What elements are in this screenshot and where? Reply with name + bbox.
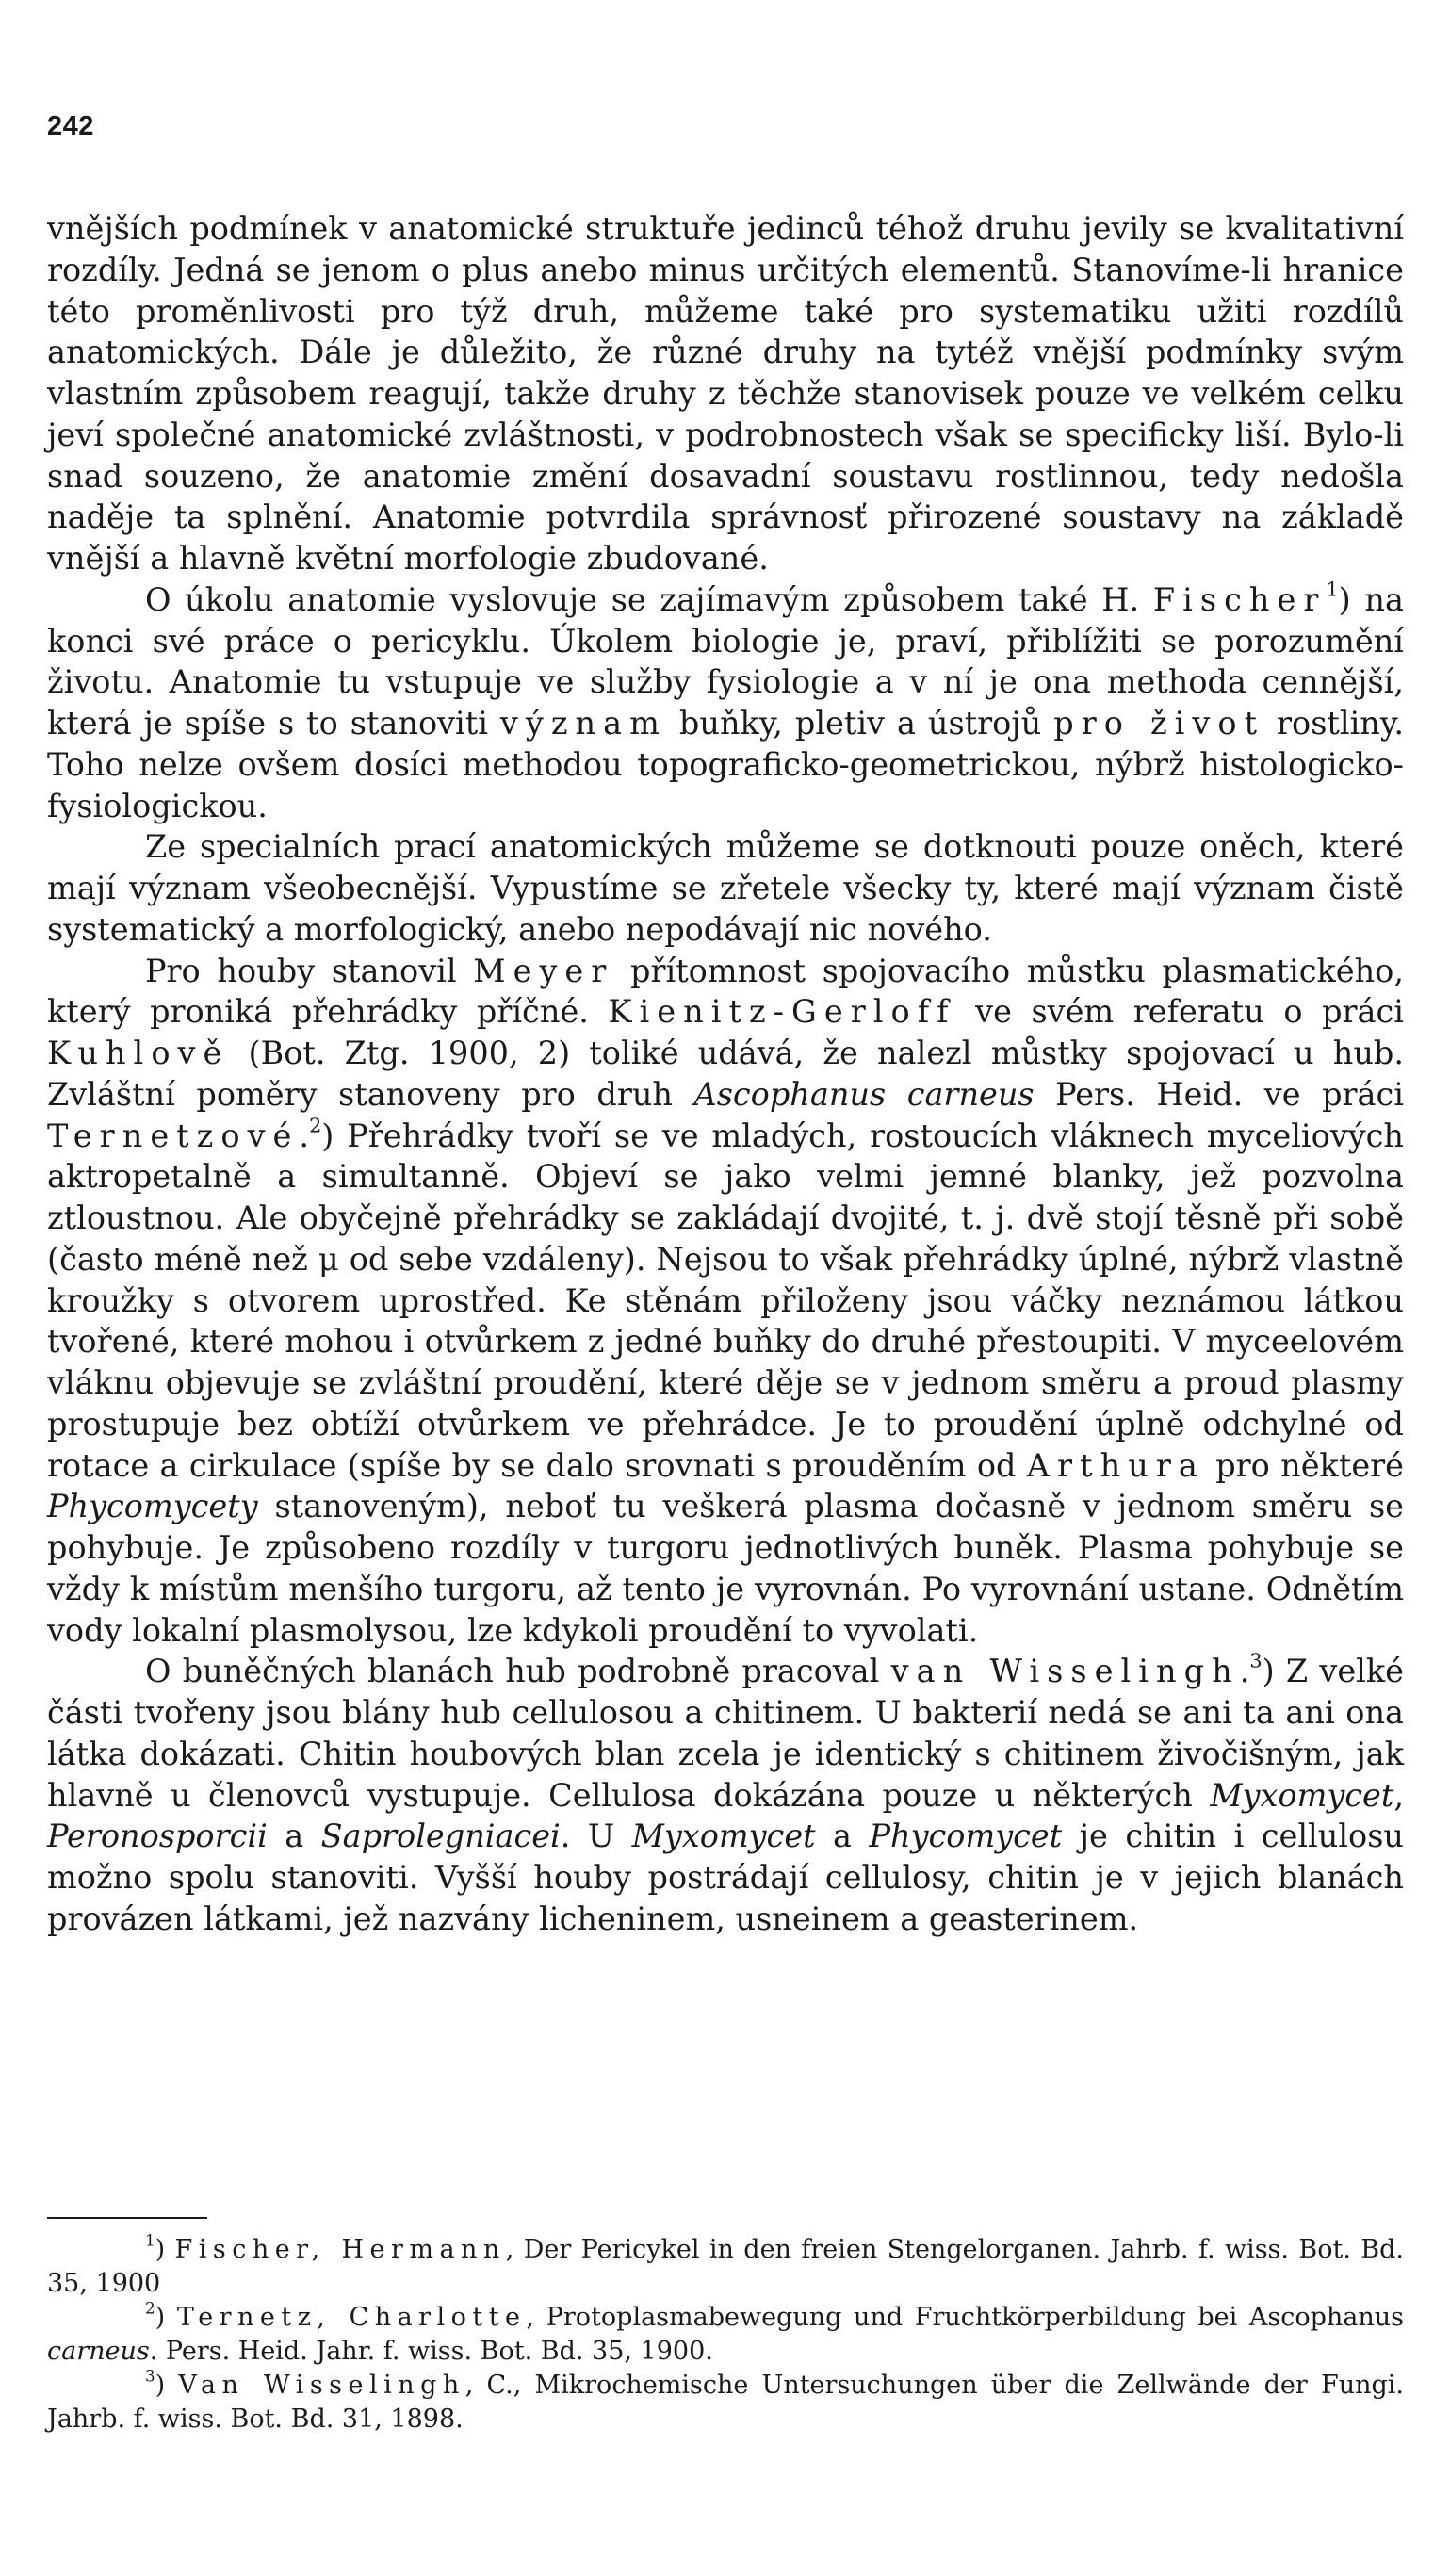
- footnote: [47, 2230, 1404, 2301]
- text-run: Pers. Heid. ve práci: [1034, 1075, 1404, 1113]
- spaced-name: Kienitz-Gerloff: [608, 993, 956, 1031]
- text-run: Ze specialních prací anatomických můžeme se dotknouti pouze oněch, které mají význam všeobecnější. Vypustíme se zřetele všecky ty, které mají význam čistě systematický a morfologický, anebo nepodávají nic nového.: [47, 828, 1404, 948]
- text-run: ): [155, 2303, 177, 2332]
- text-run: .: [299, 1117, 310, 1154]
- text-run: (Bot. Ztg. 1900, 2) toliké udává, že nalezl můstky spojovací u hub. Zvláštní poměry stanoveny pro druh: [47, 1035, 1404, 1113]
- paragraph: [47, 579, 1404, 827]
- spaced-name: pro život: [1053, 705, 1265, 742]
- italic-term: Ascophanus carneus: [693, 1075, 1035, 1113]
- italic-term: Peronosporcii: [47, 1818, 268, 1855]
- spaced-name: Kuhlově: [47, 1035, 230, 1071]
- paragraph: [47, 951, 1404, 1652]
- spaced-name: význam: [499, 705, 667, 742]
- text-run: pro některé: [1204, 1446, 1404, 1484]
- footnotes: [47, 2230, 1404, 2437]
- text-run: , Protoplasmabewegung und Fruchtkörperbildung bei Ascophanus: [526, 2303, 1404, 2332]
- paragraph: [47, 826, 1404, 950]
- text-run: a: [815, 1818, 870, 1855]
- footnote: [47, 2366, 1404, 2437]
- footnote-marker: 2: [309, 1113, 322, 1136]
- footnote-marker: 2: [145, 2298, 155, 2318]
- text-run: a: [267, 1818, 321, 1855]
- paragraph: [47, 1651, 1404, 1939]
- footnote-marker: 1: [145, 2230, 155, 2250]
- page-number: 242: [47, 111, 94, 141]
- text-run: . Pers. Heid. Jahr. f. wiss. Bot. Bd. 35, 1900.: [149, 2337, 713, 2366]
- footnote-rule: [47, 2217, 207, 2219]
- spaced-name: Meyer: [473, 952, 614, 989]
- spaced-name: Fischer, Hermann: [174, 2235, 506, 2264]
- footnote-marker: 3: [145, 2366, 155, 2386]
- spaced-name: Van Wisselingh: [178, 2371, 465, 2400]
- italic-term: Myxomycet: [1210, 1776, 1394, 1814]
- text-run: ): [155, 2371, 179, 2400]
- text-run: je chitin i cellulosu možno spolu stanoviti. Vyšší houby postrádají cellulosy, chitin je v jejich blanách provázen látkami, jež nazvány licheninem, usneinem a geasterinem.: [47, 1818, 1404, 1937]
- text-run: ) na konci své práce o pericyklu. Úkolem biologie je, praví, přiblížiti se porozumění životu. Anatomie tu vstupuje ve služby fysiologie a v ní je ona methoda cennější, která je spíše s to stanoviti: [47, 580, 1404, 742]
- spaced-name: Ternetz, Charlotte: [176, 2303, 527, 2332]
- text-run: stanoveným), neboť tu veškerá plasma dočasně v jednom směru se pohybuje. Je způsobeno rozdíly v turgoru jednotlivých buněk. Plasma pohybuje se vždy k místům menšího turgoru, až tento je vyrovnán. Po vyrovnání ustane. Odnětím vody lokalní plasmolysou, lze kdykoli proudění to vyvolati.: [47, 1488, 1404, 1649]
- text-run: Pro houby stanovil: [145, 952, 474, 989]
- body-text: [47, 208, 1404, 1940]
- text-run: , C., Mikrochemische Untersuchungen über die Zellwände der Fungi. Jahrb. f. wiss. Bot. Bd. 31, 1898.: [47, 2371, 1404, 2434]
- spaced-name: Ternetzové: [47, 1117, 300, 1154]
- text-run: O buněčných blanách hub podrobně pracoval: [145, 1653, 891, 1690]
- text-run: .: [1239, 1653, 1250, 1690]
- spaced-name: Arthura: [1026, 1446, 1205, 1484]
- spaced-name: Fischer: [1152, 580, 1327, 618]
- text-run: buňky, pletiv a ústrojů: [666, 705, 1054, 742]
- text-run: O úkolu anatomie vyslovuje se zajímavým způsobem také H.: [145, 580, 1153, 618]
- footnote: [47, 2298, 1404, 2369]
- text-run: ,: [1393, 1776, 1404, 1814]
- text-run: ) Z velké části tvořeny jsou blány hub cellulosou a chitinem. U bakterií nedá se ani ta ani ona látka dokázati. Chitin houbových blan zcela je identický s chitinem živočišným, jak hlavně u členovců vystupuje. Cellulosa dokázána pouze u některých: [47, 1653, 1404, 1814]
- text-run: rostliny. Toho nelze ovšem dosíci methodou topograficko-geometrickou, nýbrž histologicko-fysiologickou.: [47, 705, 1404, 824]
- italic-term: Myxomycet: [631, 1818, 816, 1855]
- paragraph: [47, 208, 1404, 579]
- footnote-marker: 1: [1326, 578, 1339, 601]
- italic-term: Phycomycety: [47, 1488, 258, 1525]
- italic-term: Saprolegniacei: [320, 1818, 561, 1855]
- text-run: . U: [560, 1818, 632, 1855]
- text-run: přítomnost spojovacího můstku plasmatického, který proniká přehrádky příčné.: [47, 952, 1404, 1031]
- text-run: ): [155, 2235, 175, 2264]
- text-run: vnějších podmínek v anatomické struktuře jedinců téhož druhu jevily se kvalitativní rozdíly. Jedná se jenom o plus anebo minus určitých elementů. Stanovíme-li hranice této proměnlivosti pro týž druh, můžeme také pro systematiku užiti rozdílů anatomických. Dále je důležito, že různé druhy na tytéž vnější podmínky svým vlastním způsobem reagují, takže druhy z těchže stanovisek pouze ve velkém celku jeví společné anatomické zvláštnosti, v podrobnostech však se specificky liší. Bylo-li snad souzeno, že anatomie změní dosavadní soustavu rostlinnou, tedy nedošla naděje ta splnění. Anatomie potvrdila správnosť přirozené soustavy na základě vnější a hlavně květní morfologie zbudované.: [47, 210, 1404, 577]
- text-run: ve svém referatu o práci: [955, 993, 1404, 1031]
- italic-term: Phycomycet: [869, 1818, 1063, 1855]
- italic-term: carneus: [47, 2337, 150, 2366]
- text-run: ) Přehrádky tvoří se ve mladých, rostoucích vláknech myceliových aktropetalně a simultanně. Objeví se jako velmi jemné blanky, jež pozvolna ztloustnou. Ale obyčejně přehrádky se zakládají dvojité, t. j. dvě stojí těsně při sobě (často méně než μ od sebe vzdáleny). Nejsou to však přehrádky úplné, nýbrž vlastně kroužky s otvorem uprostřed. Ke stěnám přiloženy jsou váčky neznámou látkou tvořené, které mohou i otvůrkem z jedné buňky do druhé přestoupiti. V myceelovém vláknu objevuje se zvláštní proudění, které děje se v jednom směru a proud plasmy prostupuje bez obtíží otvůrkem ve přehrádce. Je to proudění úplně odchylné od rotace a cirkulace (spíše by se dalo srovnati s prouděním od: [47, 1117, 1404, 1484]
- spaced-name: van Wisselingh: [890, 1653, 1240, 1690]
- text-run: , Der Pericykel in den freien Stengelorganen. Jahrb. f. wiss. Bot. Bd. 35, 1900: [47, 2235, 1404, 2298]
- footnote-marker: 3: [1249, 1649, 1263, 1672]
